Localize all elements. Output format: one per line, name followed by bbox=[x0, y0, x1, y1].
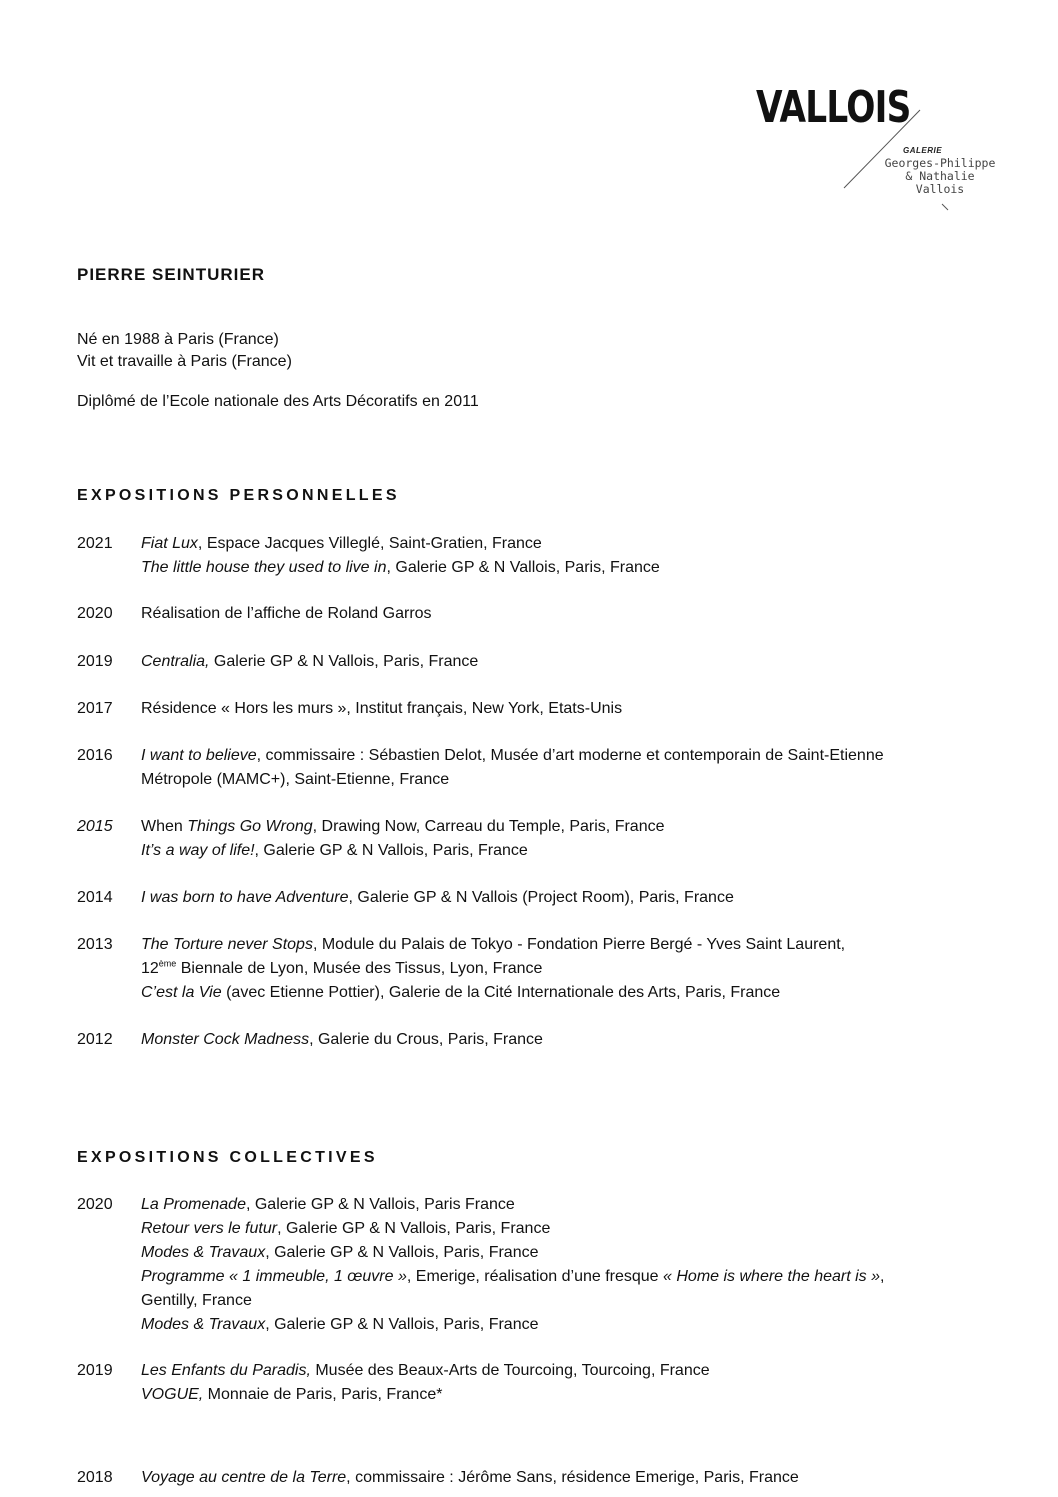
exhibition-title: Retour vers le futur bbox=[141, 1220, 278, 1237]
exhibition-lines bbox=[141, 697, 1041, 721]
exhibition-details: , Galerie GP & N Vallois, Paris, France bbox=[386, 559, 660, 576]
exhibition-line bbox=[141, 1359, 1041, 1383]
collective-exhibitions-title: EXPOSITIONS COLLECTIVES bbox=[77, 1149, 378, 1166]
exhibition-line bbox=[141, 981, 1041, 1005]
logo-owner-line: Vallois bbox=[915, 182, 965, 196]
exhibition-title: Fiat Lux bbox=[141, 535, 198, 552]
exhibition-details: , Galerie GP & N Vallois, Paris, France bbox=[265, 1244, 539, 1261]
exhibition-details: Gentilly, France bbox=[141, 1292, 252, 1309]
exhibition-year: 2017 bbox=[77, 700, 113, 717]
exhibition-line bbox=[141, 697, 1041, 721]
exhibition-line bbox=[141, 532, 1041, 556]
exhibition-lines bbox=[141, 1466, 1041, 1490]
exhibition-line bbox=[141, 1313, 1041, 1337]
exhibition-details: , Drawing Now, Carreau du Temple, Paris, France bbox=[312, 818, 665, 835]
exhibition-line bbox=[141, 1383, 1041, 1407]
exhibition-title: Voyage au centre de la Terre bbox=[141, 1469, 347, 1486]
exhibition-details: , Galerie GP & N Vallois, Paris, France bbox=[265, 1316, 539, 1333]
exhibition-year: 2020 bbox=[77, 1196, 113, 1213]
exhibition-details: , commissaire : Sébastien Delot, Musée d’art moderne et contemporain de Saint-Etienne bbox=[256, 747, 884, 764]
exhibition-title: La Promenade bbox=[141, 1196, 246, 1213]
exhibition-year: 2018 bbox=[77, 1469, 113, 1486]
ordinal-suffix: ème bbox=[158, 958, 177, 969]
exhibition-details: , Galerie GP & N Vallois, Paris, France bbox=[277, 1220, 551, 1237]
exhibition-line bbox=[141, 886, 1041, 910]
exhibition-lines bbox=[141, 1028, 1041, 1052]
exhibition-line bbox=[141, 1028, 1041, 1052]
exhibition-details: , Galerie GP & N Vallois, Paris France bbox=[245, 1196, 515, 1213]
exhibition-title: The little house they used to live in bbox=[141, 559, 387, 576]
exhibition-title: I want to believe bbox=[141, 747, 257, 764]
exhibition-lines bbox=[141, 886, 1041, 910]
exhibition-title: The Torture never Stops bbox=[141, 936, 313, 953]
logo-galerie-label: GALERIE bbox=[903, 146, 943, 155]
gallery-logo bbox=[756, 82, 1026, 216]
exhibition-line bbox=[141, 1241, 1041, 1265]
exhibition-details: Musée des Beaux-Arts de Tourcoing, Tourcoing, France bbox=[310, 1362, 710, 1379]
exhibition-details: , Module du Palais de Tokyo - Fondation Pierre Bergé - Yves Saint Laurent, bbox=[312, 936, 846, 953]
exhibition-line bbox=[141, 1193, 1041, 1217]
exhibition-lines bbox=[141, 744, 1041, 792]
personal-exhibitions-title: EXPOSITIONS PERSONNELLES bbox=[77, 487, 400, 504]
exhibition-line bbox=[141, 650, 1041, 674]
logo-owner-line: Georges-Philippe bbox=[884, 156, 996, 170]
exhibition-title: C’est la Vie bbox=[141, 984, 222, 1001]
exhibition-line bbox=[141, 815, 1041, 839]
exhibition-line bbox=[141, 1217, 1041, 1241]
exhibition-details: Réalisation de l’affiche de Roland Garros bbox=[141, 605, 432, 622]
exhibition-line bbox=[141, 957, 1041, 981]
exhibition-details: , Espace Jacques Villeglé, Saint-Gratien, France bbox=[197, 535, 542, 552]
exhibition-title: Programme « 1 immeuble, 1 œuvre » bbox=[141, 1268, 407, 1285]
exhibition-title: Les Enfants du Paradis, bbox=[141, 1362, 311, 1379]
logo-wordmark: VALLOIS bbox=[756, 82, 911, 133]
exhibition-year: 2015 bbox=[77, 818, 113, 835]
exhibition-line bbox=[141, 839, 1041, 863]
exhibition-year: 2020 bbox=[77, 605, 113, 622]
exhibition-title: It’s a way of life! bbox=[141, 842, 255, 859]
exhibition-line bbox=[141, 1466, 1041, 1490]
exhibition-title: « Home is where the heart is » bbox=[663, 1268, 881, 1285]
exhibition-lines bbox=[141, 1193, 1041, 1337]
exhibition-lines bbox=[141, 815, 1041, 863]
exhibition-line bbox=[141, 933, 1041, 957]
birth-line: Né en 1988 à Paris (France) bbox=[77, 331, 279, 348]
exhibition-details: Monnaie de Paris, Paris, France* bbox=[203, 1386, 443, 1403]
exhibition-line bbox=[141, 1289, 1041, 1313]
artist-bio bbox=[77, 329, 292, 373]
exhibition-details: (avec Etienne Pottier), Galerie de la Cité Internationale des Arts, Paris, France bbox=[221, 984, 781, 1001]
exhibition-details: , commissaire : Jérôme Sans, résidence Emerige, Paris, France bbox=[346, 1469, 799, 1486]
exhibition-title: Centralia, bbox=[141, 653, 210, 670]
exhibition-details: , Galerie du Crous, Paris, France bbox=[309, 1031, 543, 1048]
residence-line: Vit et travaille à Paris (France) bbox=[77, 353, 292, 370]
exhibition-title: Monster Cock Madness bbox=[141, 1031, 310, 1048]
exhibition-year: 2019 bbox=[77, 1362, 113, 1379]
exhibition-details: 12 bbox=[141, 960, 159, 977]
exhibition-details: Biennale de Lyon, Musée des Tissus, Lyon, France bbox=[176, 960, 543, 977]
exhibition-title: Modes & Travaux bbox=[141, 1316, 266, 1333]
exhibition-details: Résidence « Hors les murs », Institut français, New York, Etats-Unis bbox=[141, 700, 623, 717]
exhibition-title: Modes & Travaux bbox=[141, 1244, 266, 1261]
exhibition-lines bbox=[141, 602, 1041, 626]
exhibition-details: , Galerie GP & N Vallois (Project Room), Paris, France bbox=[348, 889, 734, 906]
exhibition-lines bbox=[141, 1359, 1041, 1407]
exhibition-year: 2013 bbox=[77, 936, 113, 953]
exhibition-lines bbox=[141, 933, 1041, 1005]
exhibition-year: 2014 bbox=[77, 889, 113, 906]
exhibition-line bbox=[141, 602, 1041, 626]
exhibition-lines bbox=[141, 650, 1041, 674]
logo-owners bbox=[870, 157, 1010, 196]
exhibition-year: 2016 bbox=[77, 747, 113, 764]
exhibition-title: Things Go Wrong bbox=[187, 818, 313, 835]
exhibition-line bbox=[141, 768, 1041, 792]
exhibition-year: 2019 bbox=[77, 653, 113, 670]
exhibition-year: 2021 bbox=[77, 535, 113, 552]
exhibition-details: , Emerige, réalisation d’une fresque bbox=[406, 1268, 664, 1285]
exhibition-details: When bbox=[141, 818, 188, 835]
exhibition-details: Galerie GP & N Vallois, Paris, France bbox=[209, 653, 479, 670]
exhibition-details: , Galerie GP & N Vallois, Paris, France bbox=[254, 842, 528, 859]
exhibition-year: 2012 bbox=[77, 1031, 113, 1048]
exhibition-line bbox=[141, 1265, 1041, 1289]
exhibition-details: Métropole (MAMC+), Saint-Etienne, France bbox=[141, 771, 450, 788]
exhibition-line bbox=[141, 744, 1041, 768]
logo-owner-line: & Nathalie bbox=[905, 169, 975, 183]
artist-name: PIERRE SEINTURIER bbox=[77, 265, 265, 284]
exhibition-details: , bbox=[880, 1268, 885, 1285]
exhibition-lines bbox=[141, 532, 1041, 580]
exhibition-title: I was born to have Adventure bbox=[141, 889, 349, 906]
education-line: Diplômé de l’Ecole nationale des Arts Décoratifs en 2011 bbox=[77, 393, 479, 410]
exhibition-title: VOGUE, bbox=[141, 1386, 204, 1403]
exhibition-line bbox=[141, 556, 1041, 580]
